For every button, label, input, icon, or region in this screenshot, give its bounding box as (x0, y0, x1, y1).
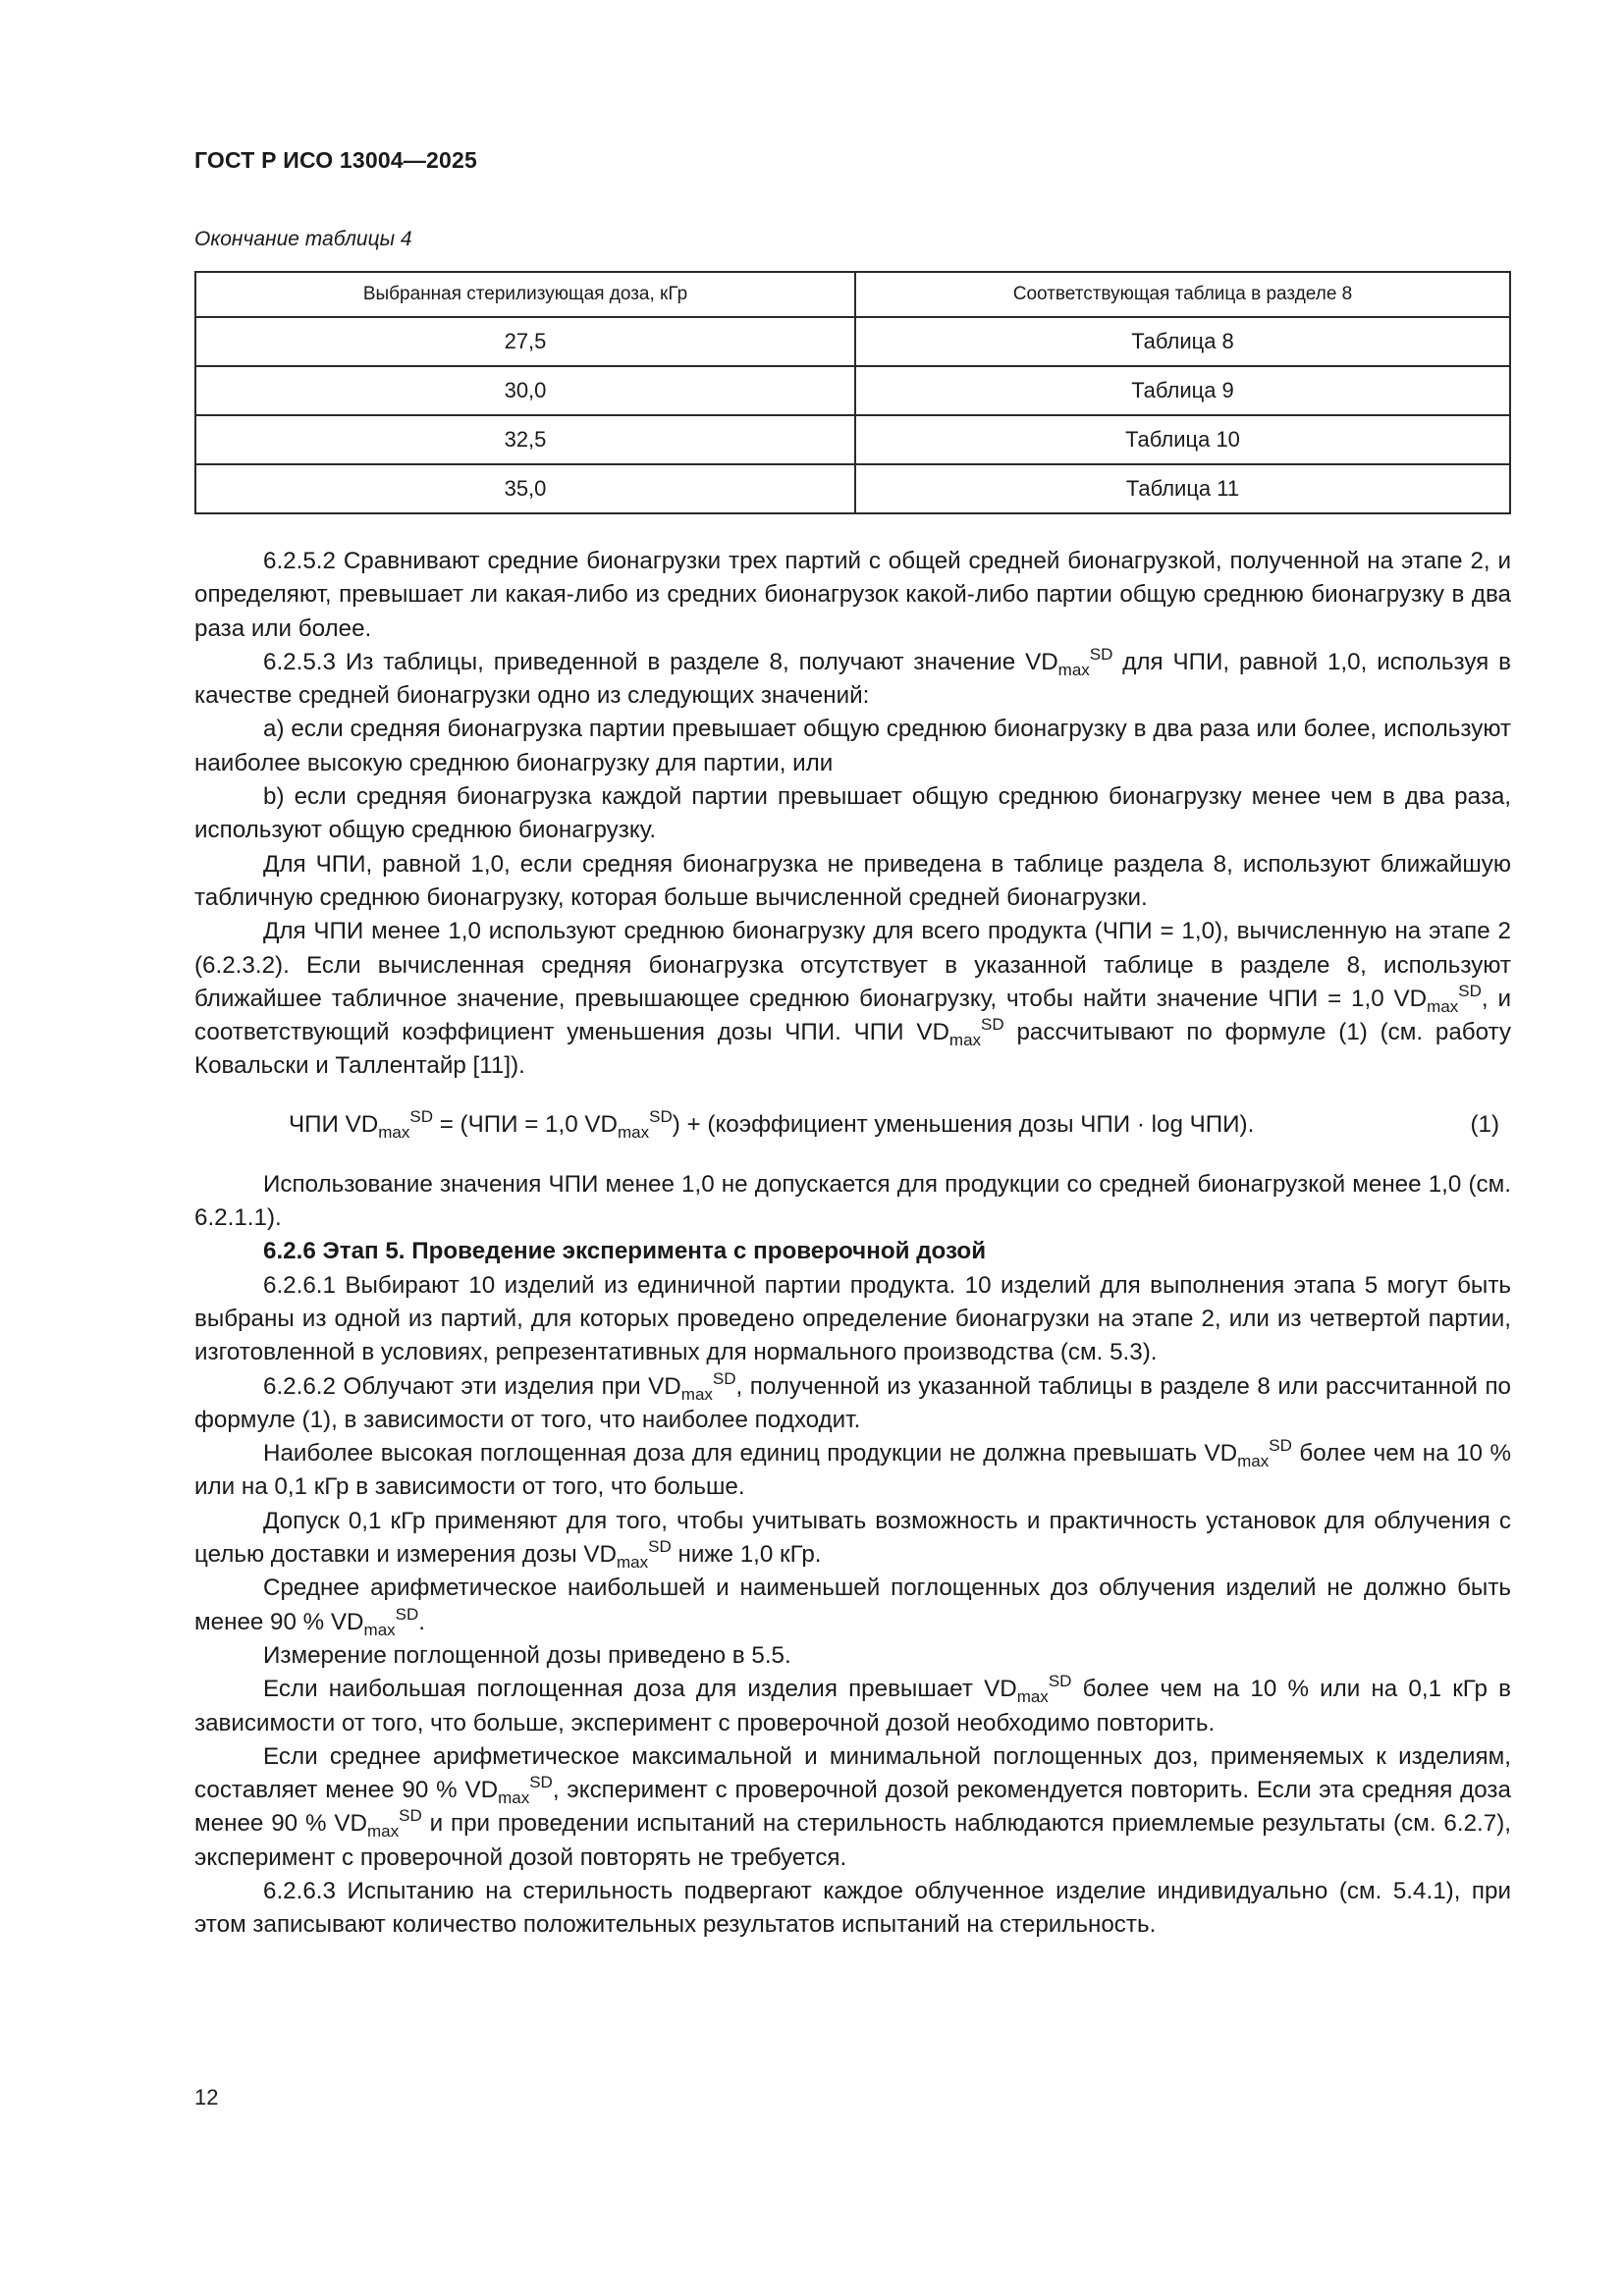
vdmax-sd-symbol: $VD_{max}^{SD}$ (984, 1672, 1072, 1707)
vdmax-sd-symbol: $VD_{max}^{SD}$ (1025, 644, 1113, 679)
page-number: 12 (194, 2085, 219, 2109)
document-code: ГОСТ Р ИСО 13004—2025 (194, 147, 478, 173)
paragraph: Использование значения ЧПИ менее 1,0 не допускается для продукции со средней бионагрузкой менее 1,0 (см. 6.2.1.1). (194, 1170, 1511, 1232)
table-cell: Таблица 11 (855, 464, 1510, 513)
list-item-a: a) если средняя бионагрузка партии превышает общую среднюю бионагрузку в два раза или более, используют наиболее высокую среднюю бионагрузку для партии, или (194, 716, 1511, 776)
table-cell: 30,0 (195, 366, 855, 415)
paragraph: Наиболее высокая поглощенная доза для единиц продукции не должна превышать $VD_{max}^{SD}$ более чем на 10 % или на 0,1 кГр в зависимости от того, что больше. (194, 1436, 1511, 1501)
table-cell: 27,5 (195, 317, 855, 366)
table-cell: Таблица 8 (855, 317, 1510, 366)
list-item-b: b) если средняя бионагрузка каждой партии превышает общую среднюю бионагрузку менее чем в два раза, используют общую среднюю бионагрузку. (194, 783, 1511, 844)
paragraph-6-2-5-2: 6.2.5.2 Сравнивают средние бионагрузки трех партий с общей средней бионагрузкой, полученной на этапе 2, и определяют, превышает ли какая-либо из средних бионагрузок какой-либо партии общую среднюю бионагрузку в два раза или более. (194, 548, 1511, 642)
vdmax-sd-symbol: $VD_{max}^{SD}$ (330, 1604, 419, 1639)
formula-expression: ЧПИ $VD_{max}^{SD} = (ЧПИ = 1,0$ $VD_{max}^{SD}$) + (коэффициент уменьшения дозы ЧПИ · log ЧПИ). (289, 1106, 1255, 1142)
table-row (195, 415, 1510, 464)
paragraph-6-2-5-3: 6.2.5.3 Из таблицы, приведенной в разделе 8, получают значение $VD_{max}^{SD}$ для ЧПИ, равной 1,0, используя в качестве средней бионагрузки одно из следующих значений: (194, 644, 1512, 710)
paragraph: Если среднее арифметическое максимальной и минимальной поглощенных доз, применяемых к изделиям, составляет менее 90 % $VD_{max}^{SD}$, эксперимент с проверочной дозой рекомендуется повторить. Если эта средняя доза менее 90 % $VD_{max}^{SD}$ и при проведении испытаний на стерильность наблюдаются приемлемые результаты (см. 6.2.7), эксперимент с проверочной дозой повторять не требуется. (194, 1742, 1511, 1871)
table-cell: Таблица 10 (855, 415, 1510, 464)
vdmax-sd-symbol: $VD_{max}^{SD}$ (334, 1806, 422, 1842)
vdmax-sd-symbol: $VD_{max}^{SD}$ (916, 1015, 1004, 1050)
paragraph: Для ЧПИ, равной 1,0, если средняя бионагрузка не приведена в таблице раздела 8, используют ближайшую табличную среднюю бионагрузку, которая больше вычисленной средней бионагрузки. (194, 850, 1511, 911)
vdmax-sd-symbol: $VD_{max}^{SD}$ (648, 1368, 736, 1404)
formula-1 (194, 1105, 1511, 1145)
vdmax-sd-symbol: $VD_{max}^{SD}$ (464, 1773, 553, 1808)
table-row (195, 317, 1510, 366)
paragraph: Среднее арифметическое наибольшей и наименьшей поглощенных доз облучения изделий не должно быть менее 90 % $VD_{max}^{SD}$. (194, 1575, 1511, 1639)
vdmax-sd-symbol: $VD_{max}^{SD}$ (584, 1106, 673, 1142)
vdmax-sd-symbol: $VD_{max}^{SD}$ (1204, 1436, 1292, 1471)
body-text (194, 545, 1511, 1943)
vdmax-sd-symbol: $VD_{max}^{SD}$ (1393, 981, 1482, 1016)
paragraph: Для ЧПИ менее 1,0 используют среднюю бионагрузку для всего продукта (ЧПИ = 1,0), вычисленную на этапе 2 (6.2.3.2). Если вычисленная средняя бионагрузка отсутствует в указанной таблице в разделе 8, используют ближайшее табличное значение, превышающее среднюю бионагрузку, чтобы найти значение ЧПИ = 1,0 $VD_{max}^{SD}$, и соответствующий коэффициент уменьшения дозы ЧПИ. ЧПИ $VD_{max}^{SD}$ рассчитывают по формуле (1) (см. работу Ковальски и Таллентайр [11]). (194, 918, 1511, 1080)
paragraph: Допуск 0,1 кГр применяют для того, чтобы учитывать возможность и практичность установок для облучения с целью доставки и измерения дозы $VD_{max}^{SD}$ ниже 1,0 кГр. (194, 1507, 1511, 1573)
table-header-cell: Соответствующая таблица в разделе 8 (855, 272, 1510, 317)
dose-table (194, 271, 1511, 514)
table-header-row (195, 272, 1510, 317)
vdmax-sd-symbol: $VD_{max}^{SD}$ (345, 1106, 433, 1142)
vdmax-sd-symbol: $VD_{max}^{SD}$ (583, 1537, 672, 1573)
table-cell: Таблица 9 (855, 366, 1510, 415)
table-cell: 32,5 (195, 415, 855, 464)
formula-number: (1) (1470, 1110, 1499, 1138)
table-header-cell: Выбранная стерилизующая доза, кГр (195, 272, 855, 317)
paragraph: Если наибольшая поглощенная доза для изделия превышает $VD_{max}^{SD}$ более чем на 10 % или на 0,1 кГр в зависимости от того, что больше, эксперимент с проверочной дозой необходимо повторить. (194, 1672, 1511, 1736)
paragraph-6-2-6-2: 6.2.6.2 Облучают эти изделия при $VD_{max}^{SD}$, полученной из указанной таблицы в разделе 8 или рассчитанной по формуле (1), в зависимости от того, что наиболее подходит. (194, 1368, 1511, 1433)
table-cell: 35,0 (195, 464, 855, 513)
paragraph-6-2-6-3: 6.2.6.3 Испытанию на стерильность подвергают каждое облученное изделие индивидуально (см. 5.4.1), при этом записывают количество положительных результатов испытаний на стерильность. (194, 1877, 1511, 1939)
table-row (195, 366, 1510, 415)
paragraph: Измерение поглощенной дозы приведено в 5.5. (263, 1641, 791, 1669)
table-row (195, 464, 1510, 513)
paragraph-6-2-6-1: 6.2.6.1 Выбирают 10 изделий из единичной партии продукта. 10 изделий для выполнения этапа 5 могут быть выбраны из одной из партий, для которых проведено определение бионагрузки на этапе 2, или из четвертой партии, изготовленной в условиях, репрезентативных для нормального производства (см. 5.3). (194, 1271, 1511, 1366)
table-caption: Окончание таблицы 4 (194, 228, 412, 250)
section-heading-6-2-6: 6.2.6 Этап 5. Проведение эксперимента с проверочной дозой (263, 1238, 987, 1265)
